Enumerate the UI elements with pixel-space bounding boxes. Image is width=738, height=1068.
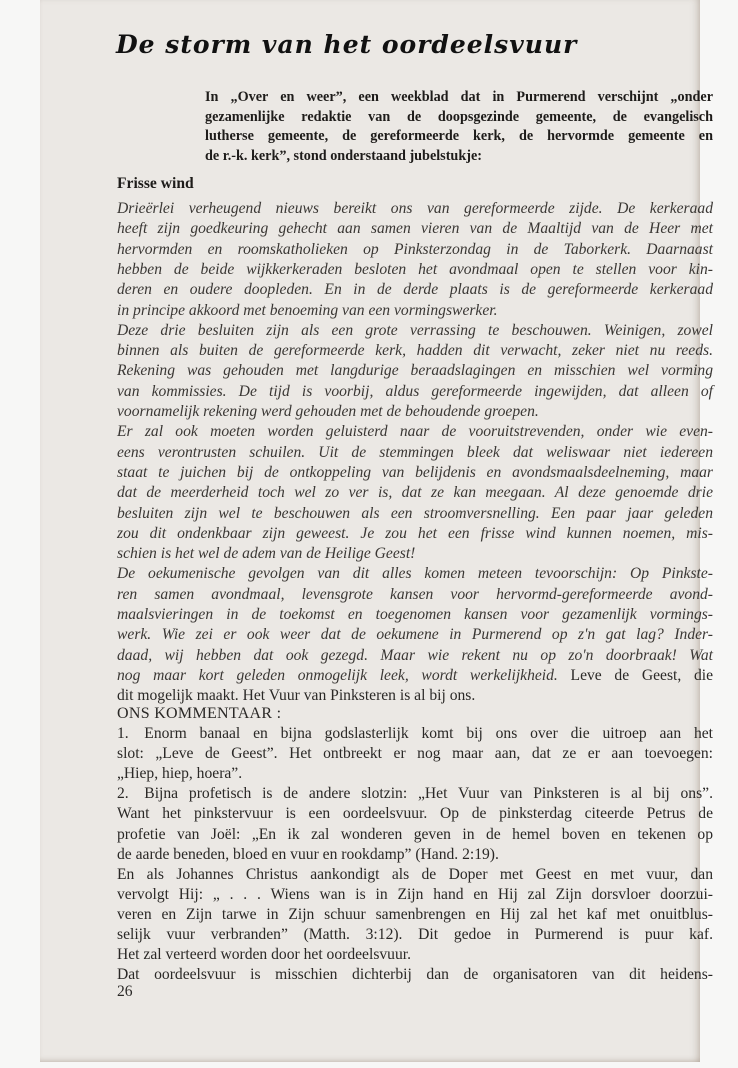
italic-text: Er zal ook moeten worden geluisterd naar de vooruitstrevenden, onder wie even- [117, 423, 713, 441]
intro-line: In „Over en weer”, een weekblad dat in Purmerend verschijnt „onder [205, 89, 713, 105]
text-line [117, 885, 713, 905]
roman-text: selijk vuur verbranden” (Matth. 3:12). Dit gedoe in Purmerend is puur kaf. [117, 926, 713, 943]
italic-text: schien is het wel de adem van de Heilige Geest! [117, 545, 416, 563]
italic-text: nog maar kort geleden onmogelijk leek, wordt werkelijkheid. [117, 666, 558, 684]
text-line [117, 965, 713, 985]
text-line [117, 905, 713, 925]
roman-text: 1. Enorm banaal en bijna godslasterlijk komt bij ons over die uitroep aan het [117, 725, 713, 742]
italic-text: werk. Wie zei er ook weer dat de oekumene in Purmerend op z'n gat lag? Inder- [117, 626, 713, 644]
commentary-heading: ONS KOMMENTAAR : [117, 705, 282, 722]
roman-text: Leve de Geest, die [557, 666, 713, 684]
roman-text: profetie van Joël: „En ik zal wonderen geven in de hemel boven en tekenen op [117, 825, 713, 843]
text-line [117, 504, 713, 524]
italic-text: De oekumenische gevolgen van dit alles komen meteen tevoorschijn: Op Pinkste- [117, 565, 713, 583]
text-line [117, 666, 713, 686]
italic-text: eens verontrusten schuilen. Uit de stemmingen bleek dat weliswaar niet iedereen [117, 443, 713, 461]
quote-subheading: Frisse wind [117, 175, 194, 192]
italic-text: zou dit ondenkbaar zijn geweest. Je zou het een frisse wind kunnen noemen, mis- [117, 524, 713, 542]
text-line [117, 724, 713, 744]
text-line [117, 341, 713, 361]
roman-text: „Hiep, hiep, hoera”. [117, 765, 243, 783]
text-line [117, 646, 713, 666]
text-line [117, 686, 713, 706]
text-line [117, 402, 713, 422]
text-line [117, 422, 713, 442]
roman-text: Want het pinkstervuur is een oordeelsvuur. Op de pinksterdag citeerde Petrus de [117, 805, 713, 823]
italic-text: deren en oudere doopleden. En in de derde plaats is de gereformeerde kerkeraad [117, 281, 713, 299]
text-line [117, 784, 713, 804]
italic-text: hebben de beide wijkkerkeraden besloten het avondmaal open te stellen voor kin- [117, 260, 713, 278]
intro-line: lutherse gemeente, de gereformeerde kerk, de hervormde gemeente en [205, 128, 713, 144]
italic-text: Rekening was gehouden met langdurige beraadslagingen en misschien wel vorming [117, 362, 713, 380]
text-line [117, 219, 713, 239]
text-line [117, 625, 713, 645]
text-line [117, 804, 713, 824]
roman-text: dit mogelijk maakt. Het Vuur van Pinksteren is al bij ons. [117, 687, 476, 705]
italic-text: Deze drie besluiten zijn als een grote verrassing te beschouwen. Weinigen, zowel [117, 321, 713, 339]
text-line [117, 361, 713, 381]
document-page [40, 0, 713, 1062]
text-line [117, 463, 713, 483]
text-line [117, 524, 713, 544]
text-line [117, 483, 713, 503]
text-line [117, 260, 713, 280]
intro-line: gezamenlijke redaktie van de doopsgezinde gemeente, de evangelisch [205, 108, 713, 125]
roman-text: de aarde beneden, bloed en vuur en rookdamp” (Hand. 2:19). [117, 845, 499, 863]
text-line [117, 382, 713, 402]
text-line [117, 825, 713, 845]
italic-text: ren samen avondmaal, levensgrote kansen voor hervormd-gereformeerde avond- [117, 585, 713, 603]
text-line [117, 240, 713, 260]
text-line [117, 945, 713, 965]
text-line [117, 544, 713, 564]
text-line [117, 564, 713, 584]
italic-text: maalsvieringen in de toekomst en toegenomen kansen voor gezamenlijk vormings- [117, 606, 713, 623]
roman-text: En als Johannes Christus aankondigt als de Doper met Geest en met vuur, dan [117, 865, 713, 883]
roman-text: vervolgt Hij: „ . . . Wiens wan is in Zijn hand en Hij zal Zijn dorsvloer doorzui- [117, 885, 713, 903]
roman-text: Het zal verteerd worden door het oordeelsvuur. [117, 946, 412, 964]
italic-text: hervormden en roomskatholieken op Pinksterzondag in de Taborkerk. Daarnaast [117, 240, 713, 258]
intro-line: de r.-k. kerk”, stond onderstaand jubelstukje: [205, 147, 482, 164]
italic-text: voornamelijk rekening werd gehouden met de behoudende groepen. [117, 403, 539, 420]
text-line [117, 301, 713, 321]
roman-text: slot: „Leve de Geest”. Het ontbreekt er nog maar aan, dat ze er aan toevoegen: [117, 745, 713, 763]
roman-text: 2. Bijna profetisch is de andere slotzin: „Het Vuur van Pinksteren is al bij ons”. [117, 785, 713, 803]
text-line [117, 865, 713, 885]
roman-text: veren en Zijn tarwe in Zijn schuur samenbrengen en Hij zal het kaf met onuitblus- [117, 905, 713, 923]
italic-text: besluiten zijn wel te beschouwen als een stroomversnelling. Een paar jaar geleden [117, 504, 713, 522]
italic-text: staat te juichen bij de ontkoppeling van belijdenis en avondsmaalsdeelneming, maar [117, 463, 713, 481]
italic-text: binnen als buiten de gereformeerde kerk, hadden dit verwacht, zeker niet nu reeds. [117, 342, 713, 360]
italic-text: Drieërlei verheugend nieuws bereikt ons van gereformeerde zijde. De kerkeraad [117, 200, 713, 217]
article-title: De storm van het oordeelsvuur [116, 30, 578, 59]
text-line [117, 925, 713, 945]
text-line [117, 764, 713, 784]
italic-text: heeft zijn goedkeuring gehecht aan samen vieren van de Maaltijd van de Heer met [117, 220, 713, 238]
italic-text: van kommissies. De tijd is voorbij, aldus gereformeerde ingewijden, dat alleen of [117, 382, 713, 400]
text-line [117, 845, 713, 865]
text-line [117, 744, 713, 764]
text-line [117, 199, 713, 219]
page-number: 26 [117, 983, 133, 1000]
italic-text: dat de meerderheid toch wel zo ver is, dat ze kan meegaan. Al deze genoemde drie [117, 484, 713, 502]
text-line [117, 585, 713, 605]
text-line [117, 321, 713, 341]
text-line [117, 605, 713, 625]
text-line [117, 280, 713, 300]
roman-text: Dat oordeelsvuur is misschien dichterbij dan de organisatoren van dit heidens- [117, 966, 713, 984]
italic-text: daad, wij hebben dat ook gezegd. Maar wie rekent nu op zo'n doorbraak! Wat [117, 646, 713, 664]
italic-text: in principe akkoord met benoeming van een vormingswerker. [117, 301, 498, 319]
text-line [117, 443, 713, 463]
